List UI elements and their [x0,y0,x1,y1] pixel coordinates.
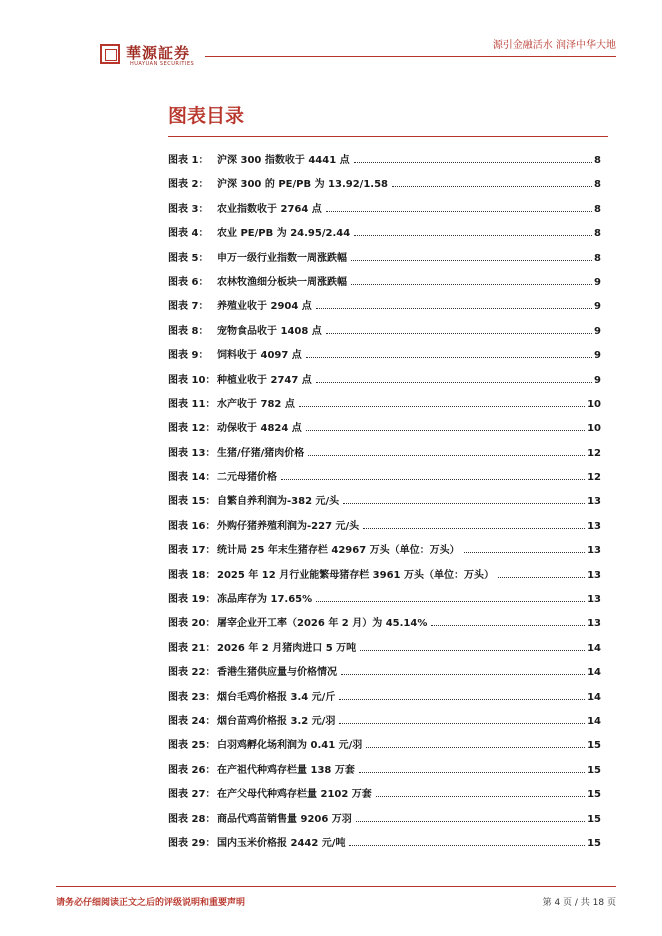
toc-entry-page: 13 [587,618,601,630]
toc-entry-text: 统计局 25 年末生猪存栏 42967 万头（单位：万头） [217,545,460,557]
toc-entry[interactable] [168,785,601,809]
toc-entry-label: 图表 16： [168,520,216,532]
toc-entry-text: 在产祖代种鸡存栏量 138 万套 [217,764,355,776]
footer-disclaimer: 请务必仔细阅读正文之后的评级说明和重要声明 [56,898,246,908]
toc-entry-label: 图表 29： [168,837,216,849]
toc-leader-dots [343,503,585,504]
toc-entry-page: 8 [594,179,601,191]
toc-entry-page: 9 [594,374,601,386]
footer-divider [56,886,616,887]
toc-entry-page: 13 [587,496,601,508]
toc-leader-dots [363,528,585,529]
toc-leader-dots [316,308,592,309]
toc-entry-page: 14 [587,667,601,679]
toc-entry-label: 图表 4： [168,228,209,240]
toc-entry-text: 2025 年 12 月行业能繁母猪存栏 3961 万头（单位：万头） [217,569,494,581]
toc-entry[interactable] [168,395,601,419]
toc-entry[interactable] [168,444,601,468]
toc-entry-label: 图表 20： [168,618,216,630]
toc-entry[interactable] [168,639,601,663]
toc-entry-page: 15 [587,837,601,849]
toc-leader-dots [306,357,592,358]
toc-leader-dots [354,235,592,236]
toc-entry-page: 10 [587,398,601,410]
header-slogan: 源引金融活水 润泽中华大地 [492,40,616,51]
toc-leader-dots [316,382,592,383]
toc-leader-dots [306,430,585,431]
toc-entry-label: 图表 18： [168,569,216,581]
toc-entry-text: 香港生猪供应量与价格情况 [217,667,337,679]
brand-name: 華源証券 [126,44,191,62]
toc-entry-text: 农业指数收于 2764 点 [217,203,322,215]
toc-entry-text: 生猪/仔猪/猪肉价格 [217,447,305,459]
toc-entry[interactable] [168,541,601,565]
toc-entry-text: 在产父母代种鸡存栏量 2102 万套 [217,789,372,801]
toc-entry[interactable] [168,419,601,443]
toc-entry-page: 8 [594,155,601,166]
toc-leader-dots [281,479,585,480]
toc-entry-page: 14 [587,691,601,703]
toc-entry-text: 养殖业收于 2904 点 [217,301,312,313]
toc-entry-page: 13 [587,545,601,557]
toc-entry-page: 15 [587,789,601,801]
toc-entry-page: 9 [594,325,601,337]
toc-entry-text: 动保收于 4824 点 [217,423,302,435]
toc-entry-text: 外购仔猪养殖利润为-227 元/头 [217,520,360,532]
toc-entry-label: 图表 9： [168,350,209,362]
toc-entry-page: 8 [594,228,601,240]
toc-entry-page: 13 [587,569,601,581]
toc-entry[interactable] [168,322,601,346]
toc-entry-text: 烟台苗鸡价格报 3.2 元/羽 [217,715,336,727]
toc-leader-dots [308,455,585,456]
toc-entry-text: 饲料收于 4097 点 [217,350,302,362]
toc-entry-label: 图表 12： [168,423,216,435]
toc-leader-dots [431,625,585,626]
toc-entry-page: 15 [587,764,601,776]
toc-leader-dots [316,601,585,602]
toc-entry-page: 14 [587,642,601,654]
toc-entry[interactable] [168,200,601,224]
toc-entry[interactable] [168,175,601,199]
toc-entry-label: 图表 3： [168,203,209,215]
toc-entry-label: 图表 15： [168,496,216,508]
toc-entry-page: 10 [587,423,601,435]
toc-entry-page: 12 [587,472,601,484]
toc-entry[interactable] [168,566,601,590]
toc-entry-page: 15 [587,813,601,825]
toc-entry-page: 12 [587,447,601,459]
toc-entry-label: 图表 14： [168,472,216,484]
toc-entry[interactable] [168,297,601,321]
toc-entry[interactable] [168,663,601,687]
toc-entry[interactable] [168,517,601,541]
toc-entry-text: 2026 年 2 月猪肉进口 5 万吨 [217,642,357,654]
toc-entry-label: 图表 2： [168,179,209,191]
toc-entry-text: 冻品库存为 17.65% [217,594,313,606]
toc-entry-text: 国内玉米价格报 2442 元/吨 [217,837,346,849]
toc-leader-dots [326,333,592,334]
toc-entry[interactable] [168,614,601,638]
toc-entry-label: 图表 10： [168,374,216,386]
toc-leader-dots [341,674,585,675]
brand-name-en: HUAYUAN SECURITIES [130,61,195,67]
footer-page-info: 第 4 页 / 共 18 页 [542,898,616,908]
toc-entry-text: 农业 PE/PB 为 24.95/2.44 [217,228,351,240]
toc-entry[interactable] [168,151,601,175]
toc-leader-dots [464,552,585,553]
toc-leader-dots [376,796,585,797]
toc-leader-dots [351,284,592,285]
toc-leader-dots [359,772,585,773]
toc-entry-page: 13 [587,520,601,532]
toc-entry[interactable] [168,590,601,614]
header-divider [205,56,616,57]
toc-leader-dots [392,186,592,187]
toc-entry-text: 屠宰企业开工率（2026 年 2 月）为 45.14% [217,618,428,630]
toc-entry-page: 13 [587,594,601,606]
toc-entry-label: 图表 25： [168,740,216,752]
toc-leader-dots [339,723,585,724]
toc-entry-label: 图表 11： [168,398,216,410]
toc-entry-label: 图表 17： [168,545,216,557]
toc-entry[interactable] [168,688,601,712]
toc-entry-page: 9 [594,350,601,362]
toc-leader-dots [351,260,592,261]
toc-entry-text: 水产收于 782 点 [217,398,295,410]
toc-entry-label: 图表 21： [168,642,216,654]
toc-entry[interactable] [168,810,601,834]
toc-leader-dots [356,821,585,822]
toc-entry[interactable] [168,249,601,273]
toc-entry-label: 图表 24： [168,715,216,727]
toc-entry-text: 二元母猪价格 [217,472,277,484]
toc-entry-label: 图表 26： [168,764,216,776]
toc-entry[interactable] [168,273,601,297]
toc-entry-label: 图表 6： [168,276,209,288]
toc-leader-dots [339,699,585,700]
toc-entry[interactable] [168,468,601,492]
toc-entry-page: 14 [587,715,601,727]
toc-entry[interactable] [168,346,601,370]
toc-entry-label: 图表 23： [168,691,216,703]
toc-entry-text: 商品代鸡苗销售量 9206 万羽 [217,813,352,825]
toc-entry-page: 9 [594,301,601,313]
toc-entry-text: 自繁自养利润为-382 元/头 [217,496,340,508]
logo-icon [100,44,120,64]
toc-entry[interactable] [168,736,601,760]
toc-entry[interactable] [168,834,601,858]
toc-entry-page: 9 [594,276,601,288]
toc-entry-page: 15 [587,740,601,752]
toc-entry-text: 白羽鸡孵化场利润为 0.41 元/羽 [217,740,363,752]
toc-entry-label: 图表 27： [168,789,216,801]
toc-entry-text: 沪深 300 的 PE/PB 为 13.92/1.58 [217,179,389,191]
page-header [0,0,662,72]
toc-leader-dots [299,406,585,407]
toc-entry[interactable] [168,371,601,395]
toc-entry[interactable] [168,761,601,785]
title-divider [168,136,608,137]
page-title: 图表目录 [168,105,245,127]
toc-leader-dots [366,747,585,748]
toc-entry-label: 图表 5： [168,252,209,264]
toc-entry-label: 图表 19： [168,594,216,606]
toc-leader-dots [360,650,585,651]
toc-leader-dots [498,577,585,578]
toc-entry-page: 8 [594,203,601,215]
toc-entry-label: 图表 8： [168,325,209,337]
toc-entry-text: 申万一级行业指数一周涨跌幅 [217,252,347,264]
toc-entry-text: 沪深 300 指数收于 4441 点 [217,155,350,166]
toc-leader-dots [326,211,592,212]
toc-entry-label: 图表 28： [168,813,216,825]
toc-entry-text: 宠物食品收于 1408 点 [217,325,322,337]
toc-entry-text: 农林牧渔细分板块一周涨跌幅 [217,276,347,288]
toc-entry-label: 图表 22： [168,667,216,679]
toc-leader-dots [349,845,585,846]
toc-entry[interactable] [168,492,601,516]
toc-entry[interactable] [168,712,601,736]
toc-entry-label: 图表 1： [168,155,209,166]
toc-entry-page: 8 [594,252,601,264]
figure-index [168,151,601,858]
toc-leader-dots [354,162,592,163]
toc-entry-text: 种植业收于 2747 点 [217,374,312,386]
toc-entry[interactable] [168,224,601,248]
toc-entry-text: 烟台毛鸡价格报 3.4 元/斤 [217,691,336,703]
toc-entry-label: 图表 7： [168,301,209,313]
toc-entry-label: 图表 13： [168,447,216,459]
